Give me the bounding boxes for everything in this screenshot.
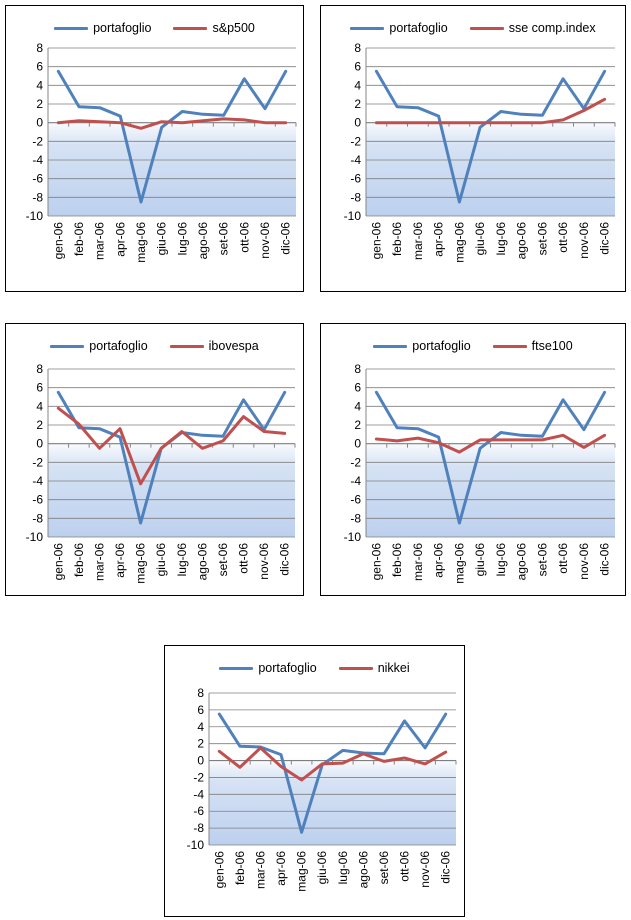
x-tick-label: gen-06 <box>51 543 66 581</box>
chart-svg <box>6 6 303 291</box>
x-tick-label: ott-06 <box>397 851 412 882</box>
y-tick-label: 2 <box>197 736 204 751</box>
x-tick-label: giu-06 <box>154 222 169 256</box>
x-tick-label: mag-06 <box>134 222 148 263</box>
x-tick-label: mar-06 <box>92 543 107 582</box>
x-tick-label: nov-06 <box>576 543 591 580</box>
y-tick-label: -8 <box>193 821 204 836</box>
x-tick-label: ago-06 <box>514 222 529 260</box>
y-tick-label: -2 <box>350 134 361 149</box>
y-tick-label: -10 <box>25 209 43 223</box>
x-tick-label: gen-06 <box>369 543 384 581</box>
y-tick-label: 4 <box>36 399 43 414</box>
legend-label-sp500: s&p500 <box>212 21 255 35</box>
x-tick-label: dic-06 <box>438 851 453 884</box>
legend-item-nikkei <box>339 661 410 675</box>
x-tick-label: giu-06 <box>473 543 488 577</box>
y-tick-label: 4 <box>36 78 43 93</box>
legend-item-sse <box>470 21 596 35</box>
x-tick-label: apr-06 <box>113 543 128 578</box>
y-tick-label: 6 <box>36 380 43 395</box>
chart-svg <box>165 646 464 916</box>
y-tick-label: -10 <box>25 530 43 544</box>
legend-label-portafoglio: portafoglio <box>412 339 471 353</box>
x-tick-label: set-06 <box>535 543 550 577</box>
x-tick-label: mag-06 <box>133 543 148 584</box>
legend-label-portafoglio: portafoglio <box>93 21 152 35</box>
x-tick-label: apr-06 <box>431 222 446 257</box>
chart-legend <box>165 659 464 677</box>
legend-item-portafoglio <box>373 339 470 353</box>
y-tick-label: -6 <box>350 171 361 186</box>
chart-ftse100 <box>320 323 626 596</box>
chart-sp500 <box>5 5 304 292</box>
y-tick-label: 0 <box>354 436 361 451</box>
y-tick-label: 4 <box>197 719 204 734</box>
y-tick-label: -8 <box>32 511 43 526</box>
x-tick-label: feb-06 <box>390 543 405 578</box>
legend-swatch-portafoglio <box>219 667 253 670</box>
y-tick-label: -6 <box>193 804 204 819</box>
x-tick-label: dic-06 <box>597 543 612 576</box>
legend-swatch-portafoglio <box>373 345 407 348</box>
y-tick-label: -2 <box>32 134 43 149</box>
x-tick-label: apr-06 <box>113 222 128 257</box>
y-tick-label: -4 <box>350 474 361 488</box>
y-tick-label: -2 <box>193 770 204 785</box>
y-tick-label: 2 <box>354 418 361 432</box>
legend-swatch-portafoglio <box>54 27 88 30</box>
y-tick-label: -6 <box>350 492 361 507</box>
legend-label-portafoglio: portafoglio <box>89 339 148 353</box>
x-tick-label: ago-06 <box>356 851 371 889</box>
x-tick-label: mar-06 <box>410 543 425 582</box>
x-tick-label: lug-06 <box>493 222 508 256</box>
plot-area <box>366 369 615 537</box>
y-tick-label: 2 <box>354 97 361 111</box>
y-tick-label: -4 <box>193 787 204 802</box>
chart-legend <box>321 19 625 37</box>
legend-label-sse: sse comp.index <box>508 21 596 35</box>
y-tick-label: -10 <box>343 530 361 544</box>
y-tick-label: -2 <box>32 455 43 470</box>
plot-area <box>209 693 456 845</box>
legend-swatch-ftse100 <box>493 345 527 348</box>
x-tick-label: feb-06 <box>390 222 405 257</box>
legend-item-ibovespa <box>170 339 259 353</box>
legend-label-nikkei: nikkei <box>377 661 410 675</box>
y-tick-label: -10 <box>186 838 204 852</box>
chart-legend <box>6 337 303 355</box>
x-tick-label: lug-06 <box>175 222 190 256</box>
chart-svg <box>321 324 625 595</box>
x-tick-label: mag-06 <box>452 543 467 584</box>
chart-nikkei <box>164 645 465 917</box>
y-tick-label: 6 <box>354 380 361 395</box>
legend-item-sp500 <box>173 21 254 35</box>
y-tick-label: -4 <box>32 474 43 488</box>
legend-swatch-sse <box>470 27 504 30</box>
legend-item-portafoglio <box>350 21 447 35</box>
x-tick-label: lug-06 <box>174 543 189 577</box>
x-tick-label: feb-06 <box>72 222 86 257</box>
x-tick-label: dic-06 <box>277 543 292 576</box>
x-tick-label: ott-06 <box>237 221 252 253</box>
x-tick-label: apr-06 <box>274 851 289 886</box>
y-tick-label: -8 <box>350 190 361 205</box>
legend-swatch-portafoglio <box>50 345 84 348</box>
y-tick-label: -10 <box>343 209 361 223</box>
legend-label-portafoglio: portafoglio <box>389 21 448 35</box>
plot-area <box>48 48 296 216</box>
y-tick-label: -2 <box>350 455 361 470</box>
y-tick-label: -6 <box>32 492 43 507</box>
y-tick-label: 8 <box>354 362 361 376</box>
x-tick-label: dic-06 <box>278 222 293 255</box>
x-tick-label: giu-06 <box>315 851 330 885</box>
x-tick-label: ago-06 <box>196 222 210 260</box>
x-tick-label: lug-06 <box>493 543 508 577</box>
x-tick-label: giu-06 <box>473 222 488 256</box>
x-tick-label: dic-06 <box>597 222 612 255</box>
legend-item-ftse100 <box>493 339 573 353</box>
x-tick-label: nov-06 <box>258 222 272 259</box>
legend-swatch-ibovespa <box>170 345 204 348</box>
legend-item-portafoglio <box>219 661 316 675</box>
y-tick-label: -6 <box>32 171 43 186</box>
y-tick-label: -8 <box>32 190 43 205</box>
x-tick-label: mag-06 <box>452 222 467 263</box>
x-tick-label: set-06 <box>535 222 550 256</box>
x-tick-label: nov-06 <box>257 543 272 580</box>
legend-item-portafoglio <box>50 339 147 353</box>
x-tick-label: mar-06 <box>92 222 107 261</box>
x-tick-label: gen-06 <box>51 222 66 260</box>
y-tick-label: -4 <box>32 153 43 167</box>
legend-swatch-nikkei <box>339 667 373 670</box>
legend-swatch-portafoglio <box>350 27 384 30</box>
x-tick-label: mar-06 <box>410 222 425 261</box>
x-tick-label: ott-06 <box>556 222 571 253</box>
x-tick-label: nov-06 <box>576 222 591 259</box>
x-tick-label: ott-06 <box>236 543 251 574</box>
y-tick-label: 8 <box>36 41 43 55</box>
y-tick-label: 2 <box>36 418 43 432</box>
x-tick-label: set-06 <box>376 851 391 885</box>
x-tick-label: ago-06 <box>195 543 210 581</box>
x-tick-label: feb-06 <box>71 543 86 578</box>
x-tick-label: gen-06 <box>212 851 227 889</box>
y-tick-label: 6 <box>197 702 204 717</box>
y-tick-label: 0 <box>354 115 361 130</box>
y-tick-label: 2 <box>36 97 43 111</box>
x-tick-label: giu-06 <box>154 543 169 577</box>
y-tick-label: 4 <box>354 78 361 93</box>
y-tick-label: 8 <box>36 362 43 376</box>
plot-area <box>48 369 295 537</box>
legend-label-ibovespa: ibovespa <box>208 339 259 353</box>
chart-svg <box>6 324 303 595</box>
y-tick-label: 4 <box>354 399 361 414</box>
x-tick-label: ago-06 <box>514 543 529 581</box>
chart-legend <box>321 337 625 355</box>
chart-sse-comp-index <box>320 5 626 292</box>
x-tick-label: gen-06 <box>369 222 384 260</box>
x-tick-label: lug-06 <box>335 851 350 885</box>
legend-item-portafoglio <box>54 21 151 35</box>
plot-area <box>366 48 615 216</box>
x-tick-label: feb-06 <box>232 851 247 886</box>
x-tick-label: nov-06 <box>418 851 433 888</box>
chart-ibovespa <box>5 323 304 596</box>
chart-svg <box>321 6 625 291</box>
legend-swatch-sp500 <box>173 27 207 30</box>
legend-label-portafoglio: portafoglio <box>258 661 317 675</box>
x-tick-label: mag-06 <box>294 851 309 892</box>
y-tick-label: 8 <box>197 686 204 700</box>
legend-label-ftse100: ftse100 <box>531 339 573 353</box>
y-tick-label: 0 <box>36 115 43 130</box>
chart-legend <box>6 19 303 37</box>
y-tick-label: -8 <box>350 511 361 526</box>
x-tick-label: ott-06 <box>556 543 571 574</box>
y-tick-label: 6 <box>354 59 361 74</box>
x-tick-label: apr-06 <box>431 543 446 578</box>
y-tick-label: -4 <box>350 153 361 167</box>
y-tick-label: 0 <box>197 753 204 768</box>
y-tick-label: 0 <box>36 436 43 451</box>
y-tick-label: 8 <box>354 41 361 55</box>
x-tick-label: mar-06 <box>253 851 268 890</box>
y-tick-label: 6 <box>36 59 43 74</box>
x-tick-label: set-06 <box>215 543 230 577</box>
x-tick-label: set-06 <box>216 222 231 256</box>
